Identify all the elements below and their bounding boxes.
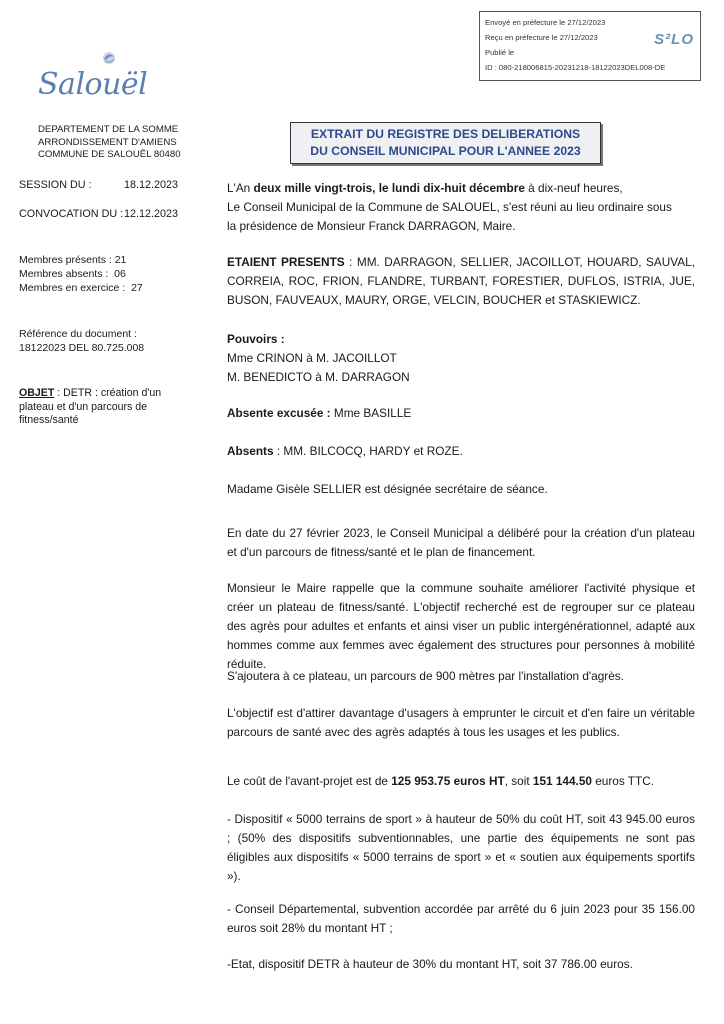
- session-label: SESSION DU :: [19, 179, 92, 191]
- members-block: [19, 253, 143, 295]
- paragraph-parcours: S'ajoutera à ce plateau, un parcours de 900 mètres par l'installation d'agrès.: [227, 669, 624, 683]
- paragraph-date: En date du 27 février 2023, le Conseil Municipal a délibéré pour la création d'un plateau et d'un parcours de fitness/santé et le plan de financement.: [227, 526, 695, 559]
- pouvoir-2: M. BENEDICTO à M. DARRAGON: [227, 370, 410, 384]
- stamp-envoye: Envoyé en préfecture le 27/12/2023: [485, 18, 606, 27]
- pouvoirs-block: [227, 330, 695, 387]
- department-header: [38, 124, 188, 162]
- intro-line-3: la présidence de Monsieur Franck DARRAGON, Maire.: [227, 219, 516, 233]
- commune-line: COMMUNE DE SALOUËL 80480: [38, 149, 181, 160]
- stamp-id: ID : 080-218006815-20231218-18122023DEL008-DE: [485, 63, 666, 72]
- intro-date: deux mille vingt-trois, le lundi dix-huit décembre: [253, 181, 525, 195]
- cout-soit: , soit: [504, 774, 533, 788]
- cout-ttc-label: euros TTC.: [591, 774, 655, 788]
- paragraph-dispositif: - Dispositif « 5000 terrains de sport » à hauteur de 50% du coût HT, soit 43 945.00 euros ; (50% des dispositifs subventionnables, une partie des équipements ne sont pas éligibles aux dispositifs « 5000 terrains de sport » et « soutien aux équipements sportifs »).: [227, 812, 695, 883]
- absents-names: : MM. BILCOCQ, HARDY et ROZE.: [273, 444, 463, 458]
- s2low-logo: S²LO: [654, 31, 694, 48]
- excusee-line: [227, 404, 695, 423]
- presents-names: : MM. DARRAGON, SELLIER, JACOILLOT, HOUARD, SAUVAL, CORREIA, ROC, FRION, FLANDRE, TURBANT, FORESTIER, DUFLOS, ISTRIA, JUE, BUSON, FAUVEAUX, MAURY, ORGE, VELCIN, BOUCHER et STASKIEWICZ.: [227, 255, 695, 307]
- members-exercice: Membres en exercice :: [19, 282, 126, 294]
- convocation-date: 12.12.2023: [124, 208, 179, 220]
- intro-line-2: Le Conseil Municipal de la Commune de SALOUEL, s'est réuni au lieu ordinaire sous: [227, 200, 672, 214]
- arrondissement-line: ARRONDISSEMENT D'AMIENS: [38, 136, 177, 148]
- members-absents: Membres absents :: [19, 268, 109, 280]
- intro-paragraph: [227, 179, 695, 236]
- reference-label: Référence du document :: [19, 328, 137, 340]
- secretaire-line: Madame Gisèle SELLIER est désignée secrétaire de séance.: [227, 482, 548, 496]
- title-line-1: EXTRAIT DU REGISTRE DES DELIBERATIONS: [310, 127, 581, 141]
- pouvoirs-label: Pouvoirs :: [227, 332, 285, 346]
- presents-label: ETAIENT PRESENTS: [227, 255, 345, 269]
- members-exercice-count: 27: [131, 282, 143, 294]
- paragraph-objectif: L'objectif est d'attirer davantage d'usagers à emprunter le circuit et d'en faire un véritable parcours de santé avec des agrès adaptés à tous les usages et les publics.: [227, 706, 695, 739]
- objet-label: OBJET: [19, 387, 55, 399]
- members-presents: Membres présents : 21: [19, 254, 127, 266]
- cout-ht: 125 953.75 euros HT: [391, 774, 505, 788]
- cout-ttc: 151 144.50: [532, 774, 592, 788]
- paragraph-cout: [227, 772, 695, 791]
- paragraph-conseil: - Conseil Départemental, subvention accordée par arrêté du 6 juin 2023 pour 35 156.00 euros soit 28% du montant HT ;: [227, 902, 695, 935]
- excusee-label: Absente excusée :: [227, 406, 331, 420]
- prefecture-stamp: [479, 11, 701, 81]
- pouvoir-1: Mme CRINON à M. JACOILLOT: [227, 351, 397, 365]
- session-date: 18.12.2023: [124, 179, 179, 191]
- intro-text: L'An: [227, 181, 254, 195]
- absents-label: Absents: [227, 444, 274, 458]
- absents-line: [227, 442, 695, 461]
- members-absents-count: 06: [114, 268, 126, 280]
- logo-text: Salouël: [38, 67, 148, 102]
- paragraph-maire: Monsieur le Maire rappelle que la commune souhaite améliorer l'activité physique et créer un plateau de fitness/santé. L'objectif recherché est de regrouper sur ce plateau des agrès pour adultes et enfants et ainsi viser un public intergénérationnel, adapté aux hommes comme aux femmes avec également des structures pour personnes à mobilité réduite.: [227, 581, 695, 671]
- title-line-2: DU CONSEIL MUNICIPAL POUR L'ANNEE 2023: [310, 144, 581, 158]
- stamp-publie: Publié le: [485, 48, 515, 57]
- excusee-name: Mme BASILLE: [330, 406, 412, 420]
- department-line: DEPARTEMENT DE LA SOMME: [38, 124, 179, 135]
- convocation-label: CONVOCATION DU :: [19, 208, 124, 220]
- document-title: [290, 122, 601, 164]
- presents-paragraph: [227, 253, 695, 310]
- objet-block: [19, 387, 194, 428]
- stamp-recu: Reçu en préfecture le 27/12/2023: [485, 33, 598, 42]
- logo-swirl-icon: [100, 49, 118, 67]
- commune-logo: [38, 45, 158, 105]
- paragraph-etat: -Etat, dispositif DETR à hauteur de 30% du montant HT, soit 37 786.00 euros.: [227, 957, 633, 971]
- intro-time: à dix-neuf heures,: [524, 181, 623, 195]
- reference-block: [19, 327, 144, 355]
- objet-text: : DETR : création d'un plateau et d'un parcours de fitness/santé: [19, 387, 162, 426]
- cout-text: Le coût de l'avant-projet est de: [227, 774, 392, 788]
- reference-value: 18122023 DEL 80.725.008: [19, 342, 145, 354]
